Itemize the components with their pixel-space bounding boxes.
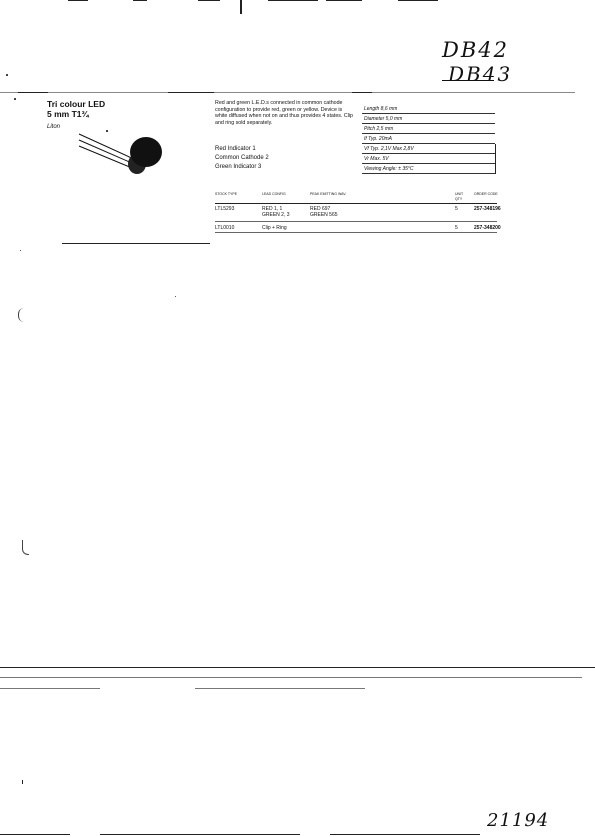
spec-diameter: Diameter 5,0 mm — [364, 116, 403, 122]
row-stock-type: LTL0010 — [215, 225, 235, 231]
manufacturer-name: Liton — [47, 124, 61, 130]
spec-if-typ: If Typ. 20mA — [364, 136, 392, 142]
handwritten-underline — [442, 80, 494, 81]
row-order-code: 257-348196 — [474, 206, 501, 212]
spec-divider — [362, 163, 495, 164]
top-edge-mark — [133, 0, 147, 1]
fold-line-thin — [0, 688, 100, 689]
scan-speck — [22, 780, 23, 784]
fold-line-thin — [0, 677, 582, 678]
spec-pitch: Pitch 2,5 mm — [364, 126, 394, 132]
handwritten-page-number: 21194 — [487, 810, 550, 831]
row-order-code: 257-348200 — [474, 225, 501, 231]
section-top-rule-dash — [18, 92, 48, 93]
led-lead — [79, 134, 136, 160]
section-top-rule — [0, 92, 575, 93]
spec-divider — [362, 133, 495, 134]
top-edge-mark — [240, 0, 242, 14]
spec-divider — [362, 173, 495, 174]
led-lead — [79, 146, 132, 168]
row-lead-config: RED 1, 1 GREEN 2, 3 — [262, 206, 290, 218]
led-illustration — [74, 128, 174, 188]
led-lead — [79, 140, 134, 164]
spec-length: Length 8,6 mm — [364, 106, 398, 112]
table-header-rule — [215, 203, 497, 204]
top-edge-mark — [268, 0, 318, 1]
scan-speck — [106, 130, 108, 132]
scan-speck — [175, 296, 176, 297]
section-top-rule-dash — [352, 92, 372, 93]
row-unit-qty: 5 — [455, 225, 458, 231]
spec-divider — [362, 143, 495, 144]
table-row-rule — [215, 221, 497, 222]
scan-mark — [22, 540, 29, 555]
spec-vf: Vf Typ. 2,1V Max 2,8V — [364, 146, 414, 152]
table-header-emit: PEAK EMITTING WAV. — [310, 192, 347, 196]
spec-right-edge — [495, 144, 496, 174]
top-edge-mark — [68, 0, 88, 1]
pin-green-indicator: Green Indicator 3 — [215, 164, 262, 170]
fold-line-thin — [195, 688, 365, 689]
table-header-pin: LEAD CONFIG — [262, 192, 286, 196]
row-lead-config: Clip + Ring — [262, 225, 287, 231]
row-stock-type: LTL5293 — [215, 206, 235, 212]
spec-divider — [362, 123, 495, 124]
product-title-line2: 5 mm T1¾ — [47, 109, 89, 119]
product-title-line1: Tri colour LED — [47, 99, 106, 109]
row-peak-emit: RED 697 GREEN 565 — [310, 206, 338, 218]
spec-vr: Vr Max. 5V — [364, 156, 389, 162]
top-edge-mark — [398, 0, 438, 1]
section-top-rule-dash — [168, 92, 214, 93]
top-edge-mark — [198, 0, 220, 1]
scan-mark — [18, 308, 25, 322]
top-edge-mark — [326, 0, 362, 1]
spec-divider — [362, 153, 495, 154]
table-header-type: STOCK TYPE — [215, 192, 238, 196]
handwritten-note-db43: DB43 — [448, 62, 513, 86]
table-header-order: ORDER CODE — [474, 192, 498, 196]
scan-speck — [6, 74, 8, 76]
bottom-edge-mark — [100, 834, 300, 835]
table-header-unit: UNIT QTY — [455, 192, 464, 201]
scan-speck — [20, 250, 21, 251]
spec-divider — [362, 113, 495, 114]
pin-red-indicator: Red Indicator 1 — [215, 146, 256, 152]
scan-speck — [14, 98, 16, 100]
handwritten-note-db42: DB42 — [442, 38, 509, 62]
row-unit-qty: 5 — [455, 206, 458, 212]
table-bottom-rule — [215, 232, 497, 233]
bottom-edge-mark — [0, 834, 70, 835]
led-dome — [130, 137, 162, 167]
fold-line — [0, 667, 595, 668]
bottom-edge-mark — [330, 834, 480, 835]
product-description: Red and green L.E.D.s connected in common cathode configuration to provide red, green or yellow. Device is white diffused when not on and thus provides 4 states. Clip and ring sold separately. — [215, 100, 354, 126]
section-end-rule — [62, 243, 210, 244]
product-title — [47, 99, 105, 119]
pin-common-cathode: Common Cathode 2 — [215, 155, 269, 161]
spec-viewing-angle: Viewing Angle: ± 35°C — [364, 166, 414, 172]
